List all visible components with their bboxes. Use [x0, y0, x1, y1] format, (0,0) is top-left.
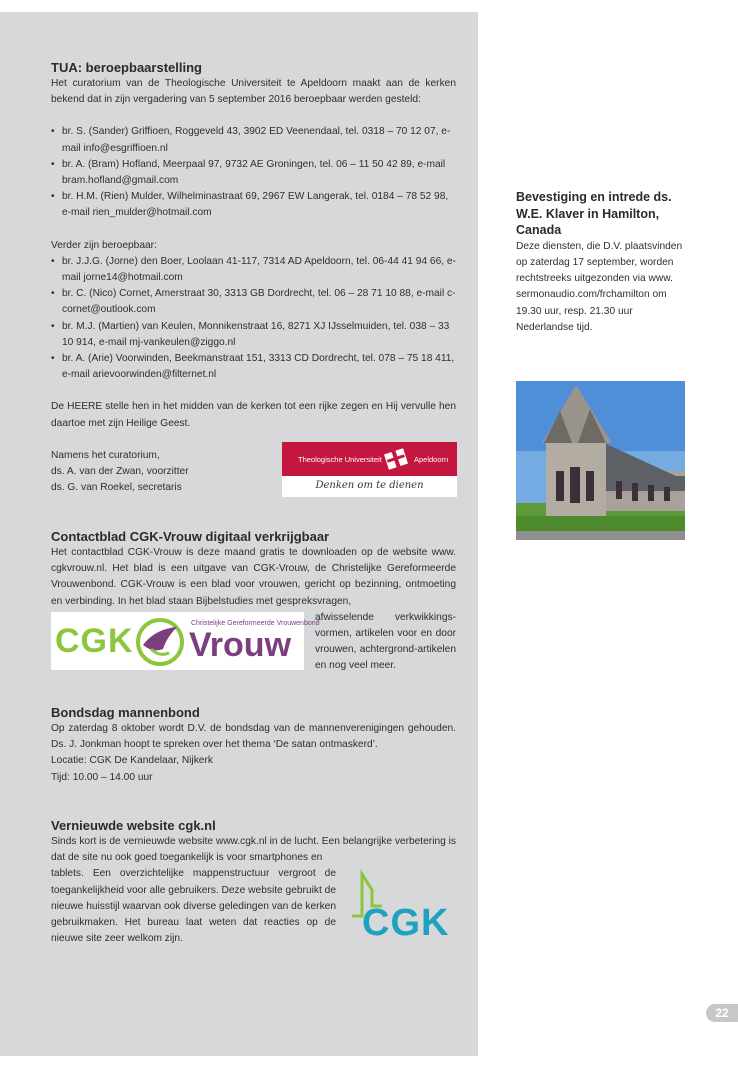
- tua-title: TUA: beroepbaarstelling: [51, 60, 202, 75]
- bondsdag-section: [51, 705, 456, 786]
- list-item: • br. C. (Nico) Cornet, Amerstraat 30, 3313 GB Dordrecht, tel. 06 – 28 71 10 88, e-mail c-cornet@outlook.com: [51, 286, 456, 318]
- signature-line: Namens het curatorium,: [51, 449, 160, 461]
- website-text: Sinds kort is de vernieuwde website www.cgk.nl in de lucht. Een belangrijke verbetering is dat de site nu ook goed toegankelijk is voor smartphones en: [51, 836, 456, 864]
- tua-verder: Verder zijn beroepbaar:: [51, 239, 157, 251]
- list-item: • br. M.J. (Martien) van Keulen, Monnikenstraat 16, 8271 XJ IJsselmuiden, tel. 038 – 33 10 914, e-mail mj-vankeulen@ziggo.nl: [51, 319, 456, 351]
- bondsdag-title: Bondsdag mannenbond: [51, 705, 200, 720]
- signature-line: ds. A. van der Zwan, voorzitter: [51, 466, 189, 478]
- cgk-vrouw-section: [51, 529, 456, 678]
- cgk-vrouw-title: Contactblad CGK-Vrouw digitaal verkrijgbaar: [51, 529, 330, 544]
- website-section: [51, 818, 456, 951]
- list-item: • br. A. (Bram) Hofland, Meerpaal 97, 9732 AE Groningen, tel. 06 – 11 50 42 89, e-mail bram.hofland@gmail.com: [51, 157, 456, 189]
- tua-other-list: [51, 254, 456, 384]
- page-number: 22: [706, 1004, 738, 1022]
- cgk-vrouw-text: Het contactblad CGK-Vrouw is deze maand gratis te downloaden op de website www. cgkvrouw.nl. Het blad is een uitgave van CGK-Vrouw, de Christelijke Gereformeerde Vrouwenbond. CGK-Vrouw is een blad voor vrouwen, gericht op bezinning, ontmoeting en verbinding. In het blad staan Bijbelstudies met gespreksvragen,: [51, 547, 456, 607]
- tua-section: [51, 60, 456, 498]
- list-item: • br. S. (Sander) Griffioen, Roggeveld 43, 3902 ED Veenendaal, tel. 0318 – 70 12 07, e-mail info@esgriffioen.nl: [51, 124, 456, 156]
- church-photo: [516, 381, 685, 540]
- website-title: Vernieuwde website cgk.nl: [51, 818, 216, 833]
- hamilton-text: Deze diensten, die D.V. plaatsvinden op zaterdag 17 september, worden rechtstreeks uitgezonden via www. sermonaudio.com/frchamilton om 19.30 uur, resp. 21.30 uur Nederlandse tijd.: [516, 240, 683, 333]
- tua-logo: [282, 442, 457, 497]
- list-item: • br. A. (Arie) Voorwinden, Beekmanstraat 151, 3313 CD Dordrecht, tel. 078 – 75 18 411, e-mail arievoorwinden@filternet.nl: [51, 351, 456, 383]
- bondsdag-text: Op zaterdag 8 oktober wordt D.V. de bondsdag van de mannenverenigingen gehouden. Ds. J. Jonkman hoopt te spreken over het thema ‘De satan ontmaskerd’.: [51, 723, 456, 751]
- tua-candidate-list: [51, 124, 456, 221]
- tua-intro: Het curatorium van de Theologische Universiteit te Apeldoorn maakt aan de kerken bekend dat in zijn vergadering van 5 september 2016 beroepbaar werden gesteld:: [51, 78, 456, 106]
- cgk-vrouw-side-text: afwisselende verkwikkings-vormen, artikelen voor en door vrouwen, achtergrond-artikelen en nog veel meer.: [315, 611, 456, 672]
- bondsdag-time: Tijd: 10.00 – 14.00 uur: [51, 771, 153, 783]
- website-side-text: tablets. Een overzichtelijke mappenstructuur vergroot de toegankelijkheid voor alle gebruikers. Deze website gebruikt de nieuwe huisstijl waarvan ook diverse geledingen van de kerken gebruikmaken. Het bureau laat weten dat reacties op de nieuwe site zeer welkom zijn.: [51, 868, 336, 945]
- list-item: • br. J.J.G. (Jorne) den Boer, Loolaan 41-117, 7314 AD Apeldoorn, tel. 06-44 41 94 66, e-mail jorne14@hotmail.com: [51, 254, 456, 286]
- bondsdag-location: Locatie: CGK De Kandelaar, Nijkerk: [51, 755, 213, 767]
- list-item: • br. H.M. (Rien) Mulder, Wilhelminastraat 69, 2967 EW Langerak, tel. 0184 – 78 52 98, e-mail rien_mulder@hotmail.com: [51, 189, 456, 221]
- tua-blessing: De HEERE stelle hen in het midden van de kerken tot een rijke zegen en Hij vervulle hen daartoe met zijn Heilige Geest.: [51, 401, 456, 429]
- cgk-vrouw-logo: CGK Christelijke Gereformeerde Vrouwenbond Vrouw: [51, 612, 304, 670]
- tua-logo-banner: Theologische Universiteit Apeldoorn: [282, 442, 457, 476]
- cgk-logo: CGK: [346, 868, 451, 944]
- dove-emblem-icon: [133, 615, 187, 667]
- tua-signature-block: [51, 448, 456, 498]
- hamilton-section: [516, 189, 686, 336]
- signature-line: ds. G. van Roekel, secretaris: [51, 482, 182, 494]
- hamilton-title: Bevestiging en intrede ds. W.E. Klaver in Hamilton, Canada: [516, 190, 672, 237]
- tua-emblem-icon: [383, 445, 409, 473]
- tua-logo-slogan: Denken om te dienen: [315, 479, 424, 491]
